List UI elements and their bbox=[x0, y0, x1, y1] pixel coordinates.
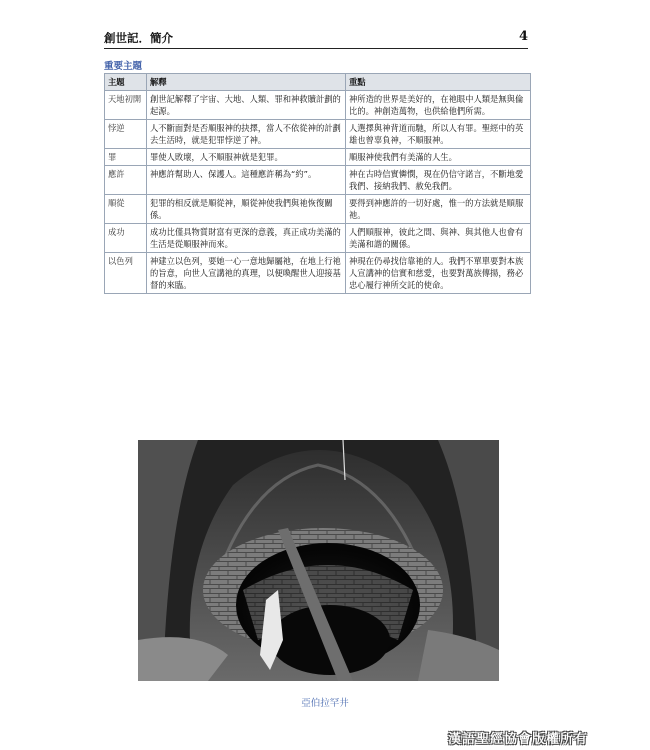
explanation-cell: 創世記解釋了宇宙、大地、人類、罪和神救贖計劃的起源。 bbox=[147, 91, 346, 120]
topic-cell: 順從 bbox=[105, 195, 147, 224]
table-row bbox=[105, 120, 531, 149]
themes-table bbox=[104, 73, 531, 294]
photo-caption: 亞伯拉罕井 bbox=[301, 698, 349, 709]
topic-cell: 悖逆 bbox=[105, 120, 147, 149]
emphasis-cell: 人選擇與神背道而馳，所以人有罪。聖經中的英雄也曾辜負神，不順服神。 bbox=[346, 120, 531, 149]
table-header-row bbox=[105, 74, 531, 91]
emphasis-cell: 順服神使我們有美滿的人生。 bbox=[346, 149, 531, 166]
explanation-cell: 神應許幫助人、保護人。這種應許稱為“約”。 bbox=[147, 166, 346, 195]
page-header bbox=[104, 30, 528, 49]
topic-cell: 成功 bbox=[105, 224, 147, 253]
emphasis-cell: 神在古時信實憐憫，現在仍信守諾言，不斷地愛我們、接納我們、赦免我們。 bbox=[346, 166, 531, 195]
emphasis-cell: 要得到神應許的一切好處，惟一的方法就是順服祂。 bbox=[346, 195, 531, 224]
topic-cell: 以色列 bbox=[105, 253, 147, 294]
copyright-watermark: 漢語聖經協會版權所有 bbox=[447, 732, 588, 747]
book-title: 創世記．簡介 bbox=[104, 31, 173, 45]
table-row bbox=[105, 91, 531, 120]
topic-cell: 罪 bbox=[105, 149, 147, 166]
column-header-explanation: 解釋 bbox=[147, 74, 346, 91]
explanation-cell: 人不斷面對是否順服神的抉擇，當人不依從神的計劃去生活時，就是犯罪悖逆了神。 bbox=[147, 120, 346, 149]
explanation-cell: 神建立以色列，要她一心一意地歸屬祂，在地上行祂的旨意，向世人宣講祂的真理，以便喚醒世人迎接基督的來臨。 bbox=[147, 253, 346, 294]
table-row bbox=[105, 149, 531, 166]
explanation-cell: 犯罪的相反就是順從神，順從神使我們與祂恢復關係。 bbox=[147, 195, 346, 224]
table-row bbox=[105, 253, 531, 294]
column-header-emphasis: 重點 bbox=[346, 74, 531, 91]
explanation-cell: 成功比僅具物質財富有更深的意義，真正成功美滿的生活是從順服神而來。 bbox=[147, 224, 346, 253]
table-row bbox=[105, 195, 531, 224]
well-photo bbox=[138, 440, 499, 681]
table-row bbox=[105, 224, 531, 253]
table-row bbox=[105, 166, 531, 195]
topic-cell: 天地初開 bbox=[105, 91, 147, 120]
topic-cell: 應許 bbox=[105, 166, 147, 195]
emphasis-cell: 神現在仍尋找信靠祂的人。我們不單單要對本族人宣講神的信實和慈愛，也要對萬族傳揚，務必忠心履行神所交託的使命。 bbox=[346, 253, 531, 294]
emphasis-cell: 神所造的世界是美好的，在祂眼中人類是無與倫比的。神創造萬物，也供給他們所需。 bbox=[346, 91, 531, 120]
emphasis-cell: 人們順服神，彼此之間、與神、與其他人也會有美滿和諧的關係。 bbox=[346, 224, 531, 253]
column-header-topic: 主題 bbox=[105, 74, 147, 91]
page-number: 4 bbox=[518, 29, 528, 44]
section-heading: 重要主題 bbox=[104, 61, 143, 72]
explanation-cell: 罪使人敗壞，人不順服神就是犯罪。 bbox=[147, 149, 346, 166]
